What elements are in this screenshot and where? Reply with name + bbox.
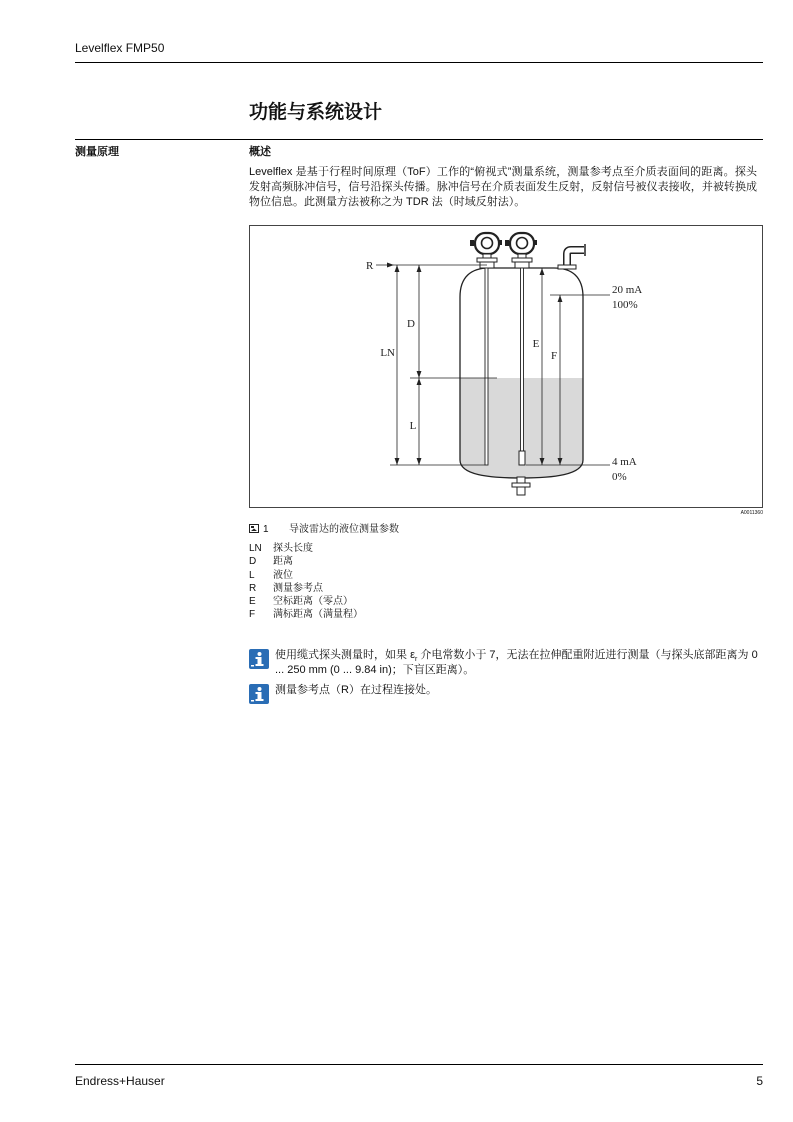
label-ln: LN [380, 347, 395, 359]
legend-item [249, 595, 549, 608]
label-0-percent: 0% [612, 471, 627, 483]
label-e: E [532, 338, 540, 350]
info-icon [249, 649, 269, 669]
page-number: 5 [756, 1074, 763, 1088]
figure-number: 1 [263, 524, 269, 535]
figure-id: A0011360 [740, 510, 763, 516]
legend-item [249, 582, 549, 595]
figure-frame [249, 225, 763, 508]
section-label: 测量原理 [75, 146, 119, 158]
header-title: Levelflex FMP50 [75, 41, 165, 55]
footer-rule [75, 1064, 763, 1065]
footer-brand: Endress+Hauser [75, 1074, 165, 1088]
figure-legend [249, 542, 549, 622]
bottom-nozzle [512, 477, 530, 495]
label-r: R [366, 260, 374, 272]
figure-caption [249, 523, 763, 536]
legend-key: E [249, 596, 256, 608]
label-4ma: 4 mA [612, 456, 637, 468]
label-20ma: 20 mA [612, 284, 643, 296]
rod-probe [485, 268, 488, 465]
subsection-title: 概述 [249, 146, 271, 158]
legend-key: D [249, 556, 257, 568]
note-reference-point: 测量参考点（R）在过程连接处。 [275, 684, 437, 696]
legend-text: 距离 [273, 556, 293, 568]
label-f: F [550, 350, 558, 362]
figure-icon [249, 524, 259, 537]
epsilon-symbol: ε [410, 649, 415, 661]
note-cable-probe [275, 648, 760, 678]
legend-key: F [249, 609, 256, 621]
legend-key: L [249, 569, 255, 581]
legend-key: R [249, 582, 257, 594]
legend-text: 满标距离（满量程） [273, 609, 363, 621]
epsilon-subscript: r [414, 656, 418, 664]
label-100-percent: 100% [612, 299, 638, 311]
caption-text: 导波雷达的液位测量参数 [289, 524, 399, 535]
legend-item [249, 569, 549, 582]
legend-text: 液位 [273, 569, 293, 581]
side-nozzle [558, 244, 585, 269]
probe-weight [519, 451, 525, 465]
level-measurement-diagram [249, 225, 763, 508]
chapter-rule [75, 139, 763, 140]
chapter-title: 功能与系统设计 [249, 102, 383, 123]
info-icon [249, 684, 269, 704]
note-text-before: 使用缆式探头测量时，如果 [275, 649, 411, 661]
legend-item [249, 608, 549, 621]
cable-probe [521, 268, 524, 451]
legend-key: LN [249, 543, 262, 554]
header-rule [75, 62, 763, 63]
transmitter-1 [470, 233, 502, 268]
legend-text: 测量参考点 [273, 582, 323, 594]
legend-text: 探头长度 [273, 543, 313, 554]
label-d: D [407, 318, 415, 330]
legend-text: 空标距离（零点） [273, 596, 353, 608]
legend-item [249, 555, 549, 568]
overview-paragraph: Levelflex 是基于行程时间原理（ToF）工作的“俯视式”测量系统，测量参考点至介质表面间的距离。探头发射高频脉冲信号，信号沿探头传播。脉冲信号在介质表面发生反射，反射信号被仪表接收，并被转换成物位信息。此测量方法被称之为 TDR 法（时域反射法）。 [249, 166, 757, 208]
legend-item [249, 542, 549, 555]
transmitter-2 [505, 233, 537, 268]
label-l: L [409, 420, 417, 432]
note-text-after: 介电常数小于 7，无法在拉伸配重附近进行测量（与探头底部距离为 0 ... 250 mm (0 ... 9.84 in)；下盲区距离）。 [275, 649, 758, 676]
